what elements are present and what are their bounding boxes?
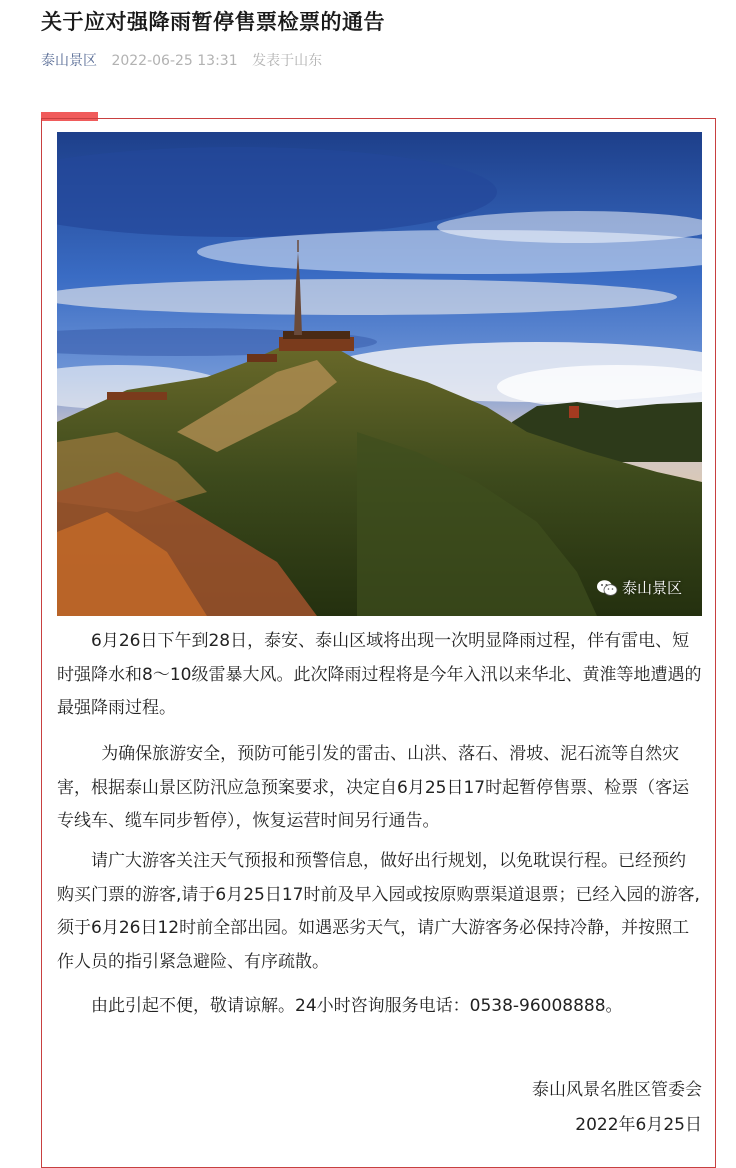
article-title: 关于应对强降雨暂停售票检票的通告: [41, 10, 385, 34]
account-name-link[interactable]: 泰山景区: [41, 53, 97, 69]
photo-illustration: [57, 132, 702, 616]
paragraph-1: 6月26日下午到28日，泰安、泰山区域将出现一次明显降雨过程，伴有雷电、短时强降水和8～10级雷暴大风。此次降雨过程将是今年入汛以来华北、黄淮等地遭遇的最强降雨过程。: [57, 631, 702, 718]
paragraph-2: 为确保旅游安全，预防可能引发的雷击、山洪、落石、滑坡、泥石流等自然灾害，根据泰山景区防汛应急预案要求，决定自6月25日17时起暂停售票、检票（客运专线车、缆车同步暂停），恢复运营时间另行通告。: [57, 744, 690, 831]
wechat-icon: [596, 579, 618, 597]
signature: 泰山风景名胜区管委会: [532, 1080, 702, 1100]
article-meta: [41, 50, 322, 70]
paragraph-4: 由此引起不便，敬请谅解。24小时咨询服务电话：0538-96008888。: [91, 996, 623, 1016]
publish-location: 发表于山东: [252, 53, 323, 69]
paragraph-3: 请广大游客关注天气预报和预警信息，做好出行规划，以免耽误行程。已经预约购买门票的游客,请于6月25日17时前及早入园或按原购票渠道退票；已经入园的游客,须于6月26日12时前全部出园。如遇恶劣天气，请广大游客务必保持冷静，并按照工作人员的指引紧急避险、有序疏散。: [57, 851, 700, 972]
photo-watermark: [596, 577, 682, 598]
publish-date: 2022-06-25 13:31: [111, 53, 238, 69]
signature-date: 2022年6月25日: [575, 1115, 702, 1135]
mountain-photo[interactable]: [57, 132, 702, 616]
watermark-text: 泰山景区: [621, 579, 682, 597]
